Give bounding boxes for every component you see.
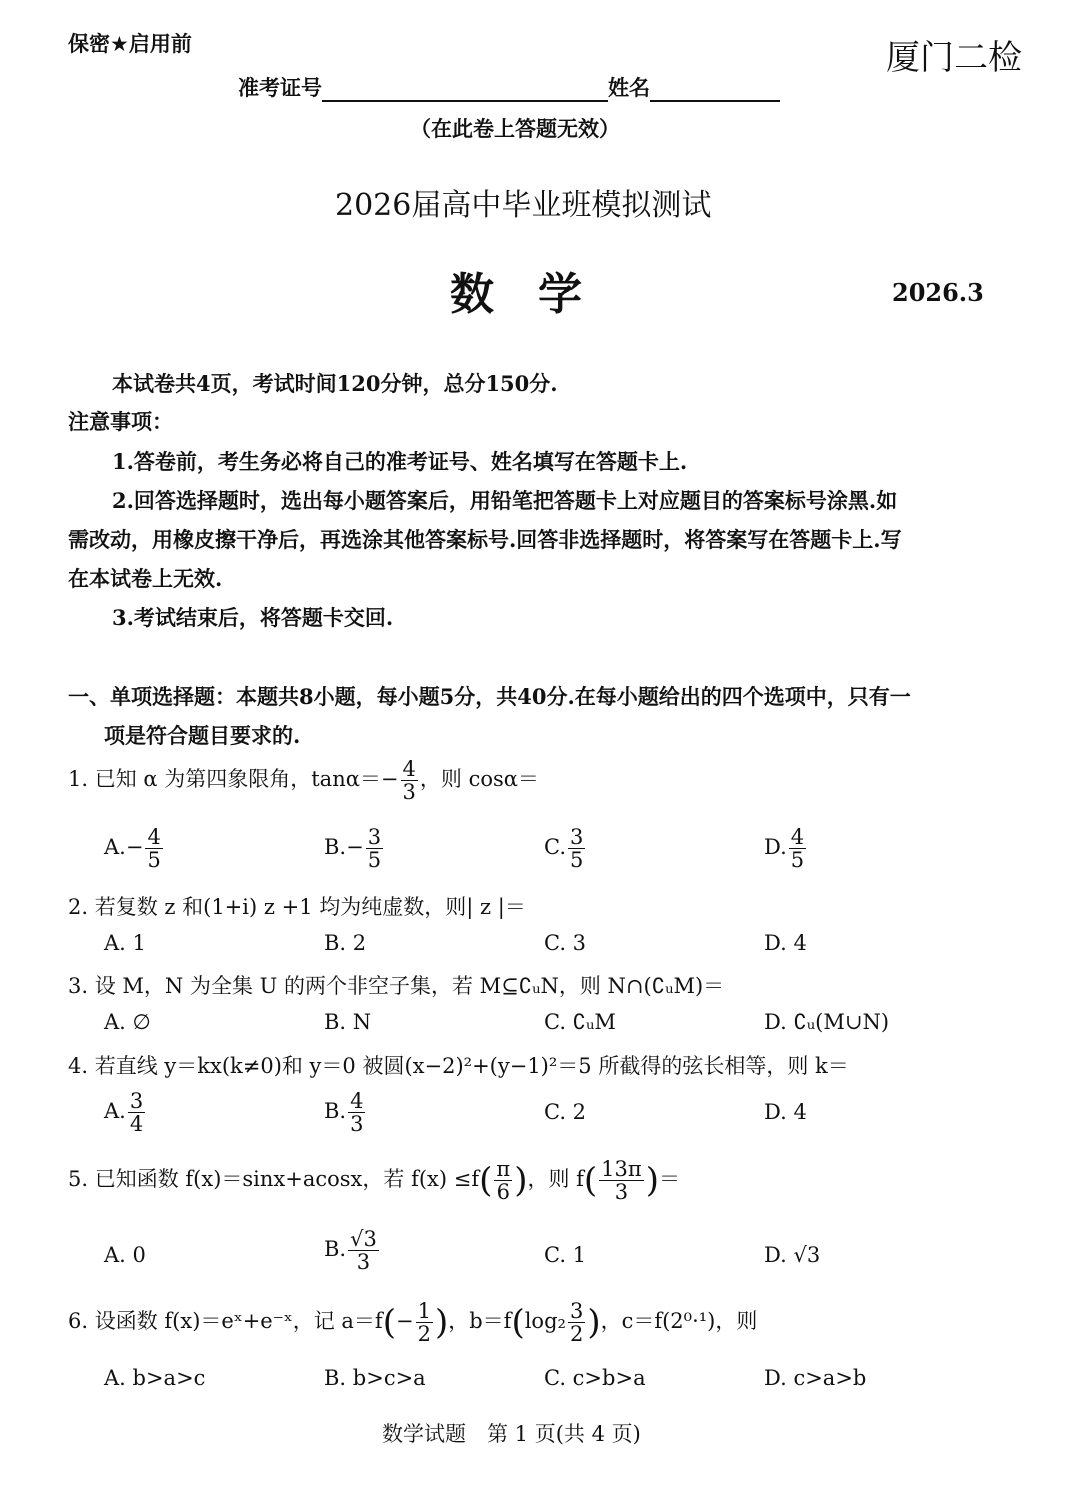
option-fraction [145, 826, 162, 871]
name-field[interactable] [650, 78, 780, 102]
q5-option-d[interactable]: D. √3 [764, 1243, 821, 1267]
frac-num: √3 [350, 1227, 377, 1251]
question-3: 3. 设 M，N 为全集 U 的两个非空子集，若 M⊆∁ᵤN，则 N∩(∁ᵤM)＝ [68, 974, 725, 998]
candidate-id-row [238, 72, 780, 102]
q4-option-b[interactable] [324, 1090, 367, 1135]
name-label: 姓名 [608, 76, 650, 100]
q6-option-a[interactable]: A. b>a>c [104, 1366, 206, 1390]
paren-close: ) [514, 1160, 528, 1201]
option-sign: − [346, 835, 364, 860]
q5-option-a[interactable]: A. 0 [104, 1243, 146, 1267]
q5-stem-a: 5. 已知函数 f(x)＝sinx+acosx，若 f(x) ≤f [68, 1167, 480, 1192]
q1-stem-b: ，则 cosα＝ [419, 767, 539, 792]
q5-stem-b: ，则 f [527, 1167, 584, 1192]
exam-summary: 本试卷共4页，考试时间120分钟，总分150分. [112, 371, 558, 396]
note-1: 1.答卷前，考生务必将自己的准考证号、姓名填写在答题卡上. [112, 449, 688, 474]
q6-option-b[interactable]: B. b>c>a [324, 1366, 426, 1390]
q1-fraction [401, 758, 418, 803]
option-fraction [568, 826, 585, 871]
q6-option-d[interactable]: D. c>a>b [764, 1366, 867, 1390]
option-label: A. [104, 1099, 126, 1124]
q2-option-d[interactable]: D. 4 [764, 931, 807, 955]
q6-stem-b: ，b＝f [448, 1309, 512, 1334]
option-label: B. [324, 1099, 347, 1124]
q6-log: log₂ [524, 1309, 566, 1334]
option-label: D. [764, 835, 787, 860]
q3-option-a[interactable]: A. ∅ [104, 1010, 151, 1034]
q1-option-b[interactable] [324, 826, 385, 871]
frac-den: 6 [496, 1180, 510, 1205]
q2-option-a[interactable]: A. 1 [104, 931, 146, 955]
confidential-label: 保密★启用前 [68, 32, 192, 56]
question-5 [68, 1158, 680, 1203]
note-2: 2.回答选择题时，选出每小题答案后，用铅笔把答题卡上对应题目的答案标号涂黑.如 [112, 488, 898, 513]
option-fraction [366, 826, 383, 871]
q1-option-a[interactable] [104, 826, 165, 871]
frac-num: 3 [367, 825, 382, 849]
q3-option-d[interactable]: D. ∁ᵤ(M∪N) [764, 1010, 890, 1034]
frac-den: 3 [350, 1112, 364, 1137]
q4-option-c[interactable]: C. 2 [544, 1100, 587, 1124]
option-label: A. [104, 835, 126, 860]
question-6 [68, 1300, 757, 1345]
frac-num: 3 [129, 1089, 144, 1113]
note-3: 3.考试结束后，将答题卡交回. [112, 605, 394, 630]
exam-label: 厦门二检 [886, 38, 1022, 78]
frac-num: 4 [790, 825, 805, 849]
frac-den: 5 [147, 848, 161, 873]
frac-den: 3 [614, 1180, 629, 1205]
q1-stem-a: 1. 已知 α 为第四象限角，tanα＝− [68, 767, 399, 792]
q2-option-b[interactable]: B. 2 [324, 931, 367, 955]
option-label: C. [544, 835, 566, 860]
subject-title: 数 学 [450, 269, 582, 320]
paren-close: ) [645, 1160, 659, 1201]
q4-option-a[interactable] [104, 1090, 147, 1135]
frac-den: 2 [569, 1322, 584, 1347]
q5-option-c[interactable]: C. 1 [544, 1243, 587, 1267]
frac-den: 5 [790, 848, 805, 873]
candidate-id-label: 准考证号 [238, 76, 322, 100]
q3-option-b[interactable]: B. N [324, 1010, 372, 1034]
section-heading-cont: 项是符合题目要求的. [104, 723, 301, 748]
frac-den: 3 [356, 1250, 371, 1275]
option-fraction [128, 1090, 145, 1135]
frac-num: 4 [350, 1089, 364, 1113]
q5-option-b[interactable] [324, 1228, 381, 1273]
paren-open: ( [479, 1160, 493, 1201]
q5-fraction-2 [599, 1158, 644, 1203]
invalid-note: （在此卷上答题无效） [410, 117, 620, 141]
question-2: 2. 若复数 z 和(1+i) z +1 均为纯虚数，则| z |＝ [68, 895, 526, 919]
option-sign: − [125, 835, 144, 860]
exam-date: 2026.3 [892, 278, 984, 307]
frac-den: 2 [417, 1322, 431, 1347]
q6-a-sign: − [395, 1309, 414, 1334]
frac-den: 4 [129, 1112, 144, 1137]
q6-fraction-a [416, 1300, 433, 1345]
q1-option-c[interactable] [544, 826, 587, 871]
q5-stem-c: ＝ [658, 1167, 680, 1192]
q3-option-c[interactable]: C. ∁ᵤM [544, 1010, 616, 1034]
frac-num: 13π [601, 1157, 642, 1181]
q1-option-d[interactable] [764, 826, 808, 871]
question-4: 4. 若直线 y＝kx(k≠0)和 y＝0 被圆(x−2)²+(y−1)²＝5 所截得的弦长相等，则 k＝ [68, 1054, 849, 1078]
paren-open: ( [583, 1160, 598, 1201]
q1-frac-den: 3 [402, 780, 416, 805]
option-label: B. [324, 835, 347, 860]
q2-option-c[interactable]: C. 3 [544, 931, 587, 955]
paren-close: ) [434, 1302, 449, 1343]
q5-fraction-1 [494, 1158, 512, 1203]
frac-num: 4 [147, 825, 161, 849]
q6-stem-a: 6. 设函数 f(x)＝eˣ+e⁻ˣ，记 a＝f [68, 1309, 383, 1334]
q6-fraction-b [568, 1300, 585, 1345]
paren-open: ( [511, 1302, 525, 1343]
q6-stem-c: ，c＝f(2⁰·¹)，则 [600, 1309, 758, 1334]
q4-option-d[interactable]: D. 4 [764, 1100, 807, 1124]
frac-num: 1 [417, 1299, 431, 1323]
notice-title: 注意事项： [68, 410, 173, 434]
paren-open: ( [382, 1302, 396, 1343]
frac-num: 3 [569, 1299, 584, 1323]
section-heading: 一、单项选择题：本题共8小题，每小题5分，共40分.在每小题给出的四个选项中，只有一 [68, 684, 911, 709]
note-2-end: 在本试卷上无效. [68, 566, 223, 591]
q1-frac-num: 4 [402, 757, 416, 781]
page-footer: 数学试题 第 1 页(共 4 页) [382, 1422, 641, 1446]
q6-option-c[interactable]: C. c>b>a [544, 1366, 646, 1390]
exam-title: 2026届高中毕业班模拟测试 [335, 188, 712, 223]
option-fraction [348, 1228, 379, 1273]
frac-den: 5 [570, 848, 584, 873]
frac-num: π [496, 1157, 511, 1181]
candidate-id-field[interactable] [322, 78, 608, 102]
question-1 [68, 758, 539, 803]
option-label: B. [324, 1237, 347, 1262]
option-fraction [348, 1090, 365, 1135]
paren-close: ) [587, 1302, 601, 1343]
frac-den: 5 [367, 848, 382, 873]
note-2-cont: 需改动，用橡皮擦干净后，再选涂其他答案标号.回答非选择题时，将答案写在答题卡上.写 [68, 527, 902, 552]
frac-num: 3 [570, 825, 584, 849]
option-fraction [789, 826, 806, 871]
